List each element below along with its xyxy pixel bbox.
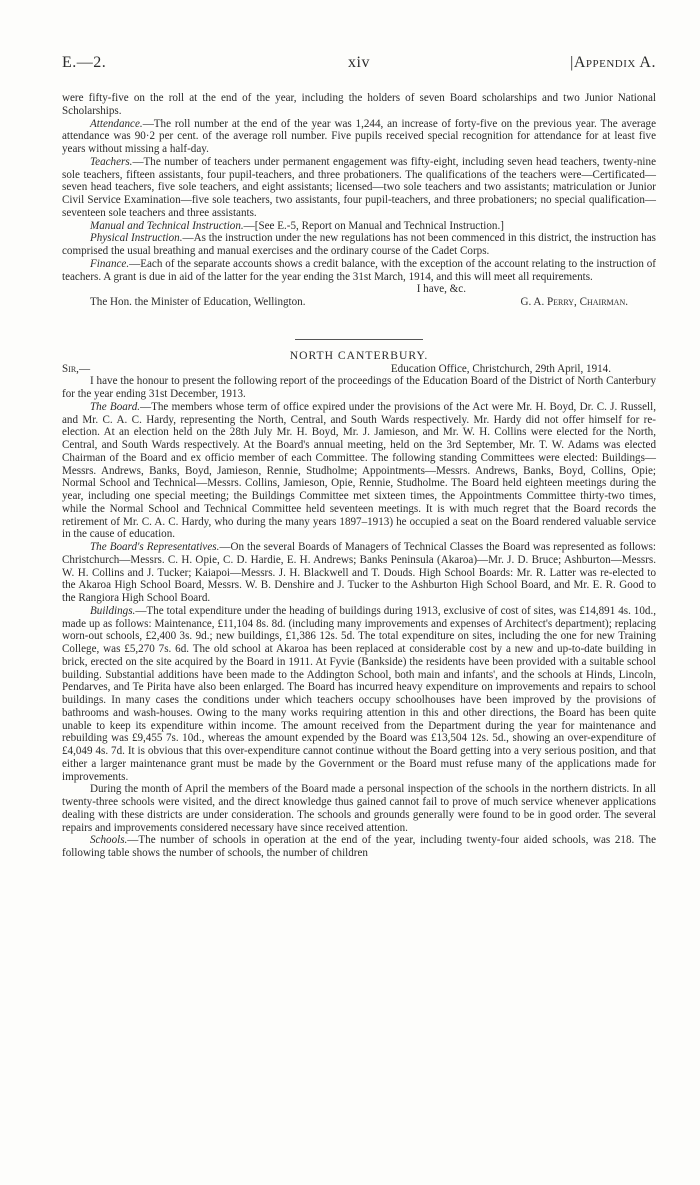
paragraph-buildings bbox=[62, 605, 656, 784]
board-text: —The members whose term of office expired under the provisions of the Act were Mr. H. Boyd, Dr. C. J. Russell, and Mr. C. A. C. Hardy, representing the North, Central, and South Wards respectively. Mr. Hardy did not offer himself for re-election. At an election held on the 28th July Mr. H. Boyd, Mr. J. Jamieson, and Mr. W. H. Collins were elected for the North, Central, and South Wards respectively. At the Board's annual meeting, held on the 3rd September, Mr. T. W. Adams was elected Chairman of the Board and ex officio member of each Committee. The following standing Committees were elected: Buildings—Messrs. Andrews, Banks, Boyd, Jamieson, Rennie, Studholme; Appointments—Messrs. Andrews, Banks, Boyd, Collins, Opie; Normal School and Technical—Messrs. Collins, Jamieson, Opie, Rennie, Studholme. The Board held eighteen meetings during the year, including one special meeting; the Buildings Committee met sixteen times, the Appointments Committee thirty-two times, while the Normal School and Technical Committee held seventeen meetings. It is with much regret that the Board records the retirement of Mr. C. A. C. Hardy, who during the many years 1897–1913) he occupied a seat on the Board rendered valuable service in the cause of education. bbox=[62, 400, 656, 541]
section-divider bbox=[295, 339, 423, 340]
paragraph-teachers bbox=[62, 156, 656, 220]
header-appendix: |Appendix A. bbox=[570, 54, 656, 71]
signature-line bbox=[62, 296, 656, 309]
physical-text: —As the instruction under the new regulations has not been commenced in this district, the instruction has comprised the usual breathing and manual exercises and the ordinary course of the Cadet Corps. bbox=[62, 232, 656, 257]
board-heading: The Board. bbox=[90, 400, 141, 413]
salutation: Sir,— bbox=[62, 362, 91, 375]
salutation-line bbox=[62, 363, 656, 376]
schools-heading: Schools. bbox=[90, 834, 128, 847]
header-page-number: xiv bbox=[348, 54, 370, 71]
manual-text: —[See E.-5, Report on Manual and Technical Instruction.] bbox=[243, 219, 504, 232]
teachers-heading: Teachers. bbox=[90, 155, 133, 168]
finance-heading: Finance. bbox=[90, 257, 130, 270]
finance-text: —Each of the separate accounts shows a credit balance, with the exception of the account relating to the instruction of teachers. A grant is due in aid of the latter for the year ending the 31st March, 1914, and this will meet all requirements. bbox=[62, 257, 656, 283]
paragraph-manual bbox=[62, 220, 656, 233]
reps-heading: The Board's Representatives. bbox=[90, 541, 220, 553]
physical-heading: Physical Instruction. bbox=[90, 232, 183, 245]
section-title: NORTH CANTERBURY. bbox=[289, 348, 429, 362]
office-address-date: Education Office, Christchurch, 29th April, 1914. bbox=[390, 362, 611, 375]
closing-i-have: I have, &c. bbox=[416, 283, 466, 296]
paragraph-scholarships: were fifty-five on the roll at the end of the year, including the holders of seven Board scholarships and two Junior National Scholarships. bbox=[62, 92, 656, 117]
paragraph-april-inspection: During the month of April the members of the Board made a personal inspection of the schools in the northern districts. In all twenty-three schools were visited, and the direct knowledge thus gained cannot fail to prove of much service whenever applications dealing with these districts are under consideration. The schools and grounds generally were found to be in good order. The several repairs and improvements considered necessary have since received attention. bbox=[62, 783, 656, 834]
reps-text: —On the several Boards of Managers of Technical Classes the Board was represented as follows: Christchurch—Messrs. C. H. Opie, C. D. Hardie, E. H. Andrews; Banks Peninsula (Akaroa)—Mr. J. D. Bruce; Ashburton—Messrs. W. H. Collins and J. Tucker; Kaiapoi—Messrs. J. H. Blackwell and T. Douds. High School Boards: Mr. R. Latter was re-elected to the Akaroa High School Board, Messrs. W. B. Denshire and J. Tucker to the Ashburton High School Board, and Mr. E. R. Good to the Rangiora High School Board. bbox=[62, 541, 657, 604]
buildings-heading: Buildings. bbox=[90, 604, 136, 617]
paragraph-representatives bbox=[62, 541, 656, 605]
signature: G. A. Perry, Chairman. bbox=[520, 296, 628, 308]
paragraph-attendance bbox=[62, 118, 656, 156]
manual-heading: Manual and Technical Instruction. bbox=[90, 219, 244, 232]
schools-text: —The number of schools in operation at the end of the year, including twenty-four aided schools, was 218. The following table shows the number of schools, the number of children bbox=[62, 834, 656, 859]
attendance-text: —The roll number at the end of the year was 1,244, an increase of forty-five on the previous year. The average attendance was 90·2 per cent. of the average roll number. Five pupils received special recognition for attendance for at least five years without missing a half-day. bbox=[62, 117, 656, 155]
addressee: The Hon. the Minister of Education, Wellington. bbox=[90, 296, 306, 308]
page-header bbox=[62, 54, 656, 78]
paragraph-finance bbox=[62, 258, 656, 284]
paragraph-board bbox=[62, 401, 656, 541]
buildings-text: —The total expenditure under the heading of buildings during 1913, exclusive of cost of sites, was £14,891 4s. 10d., made up as follows: Maintenance, £11,104 8s. 8d. (including many improvements and expenses of Architect's department); replacing worn-out schools, £2,400 3s. 9d.; new buildings, £1,386 12s. 5d. The total expenditure on sites, including the one for new Training College, was £5,270 7s. 6d. The old school at Akaroa has been replaced at considerable cost by a new and up-to-date building in brick, erected on the site acquired by the Board in 1911. At Fyvie (Bankside) the residents have been provided with a suitable school building. Substantial additions have been made to the Addington School, both main and infants', and the schools at Hinds, Lincoln, Pendarves, and Te Pirita have also been enlarged. The Board has incurred heavy expenditure on improvements and repairs to school buildings. In many cases the conditions under which teachers occupy schoolhouses have been improved by the provisions of bathrooms and wash-houses. Owing to the many works requiring attention in this and other directions, the Board has been quite unable to keep its expenditure within income. The amount received from the Department during the year for maintenance and rebuilding was £9,455 7s. 10d., whereas the amount expended by the Board was £13,504 12s. 5d., showing an over-expenditure of £4,049 4s. 7d. It is obvious that this over-expenditure cannot continue without the Board getting into a very serious position, and that either a larger maintenance grant must be made by the Government or the Board must refuse many of the applications made for improvements. bbox=[62, 604, 656, 783]
body-text bbox=[62, 92, 656, 860]
paragraph-physical bbox=[62, 232, 656, 258]
paragraph-intro: I have the honour to present the following report of the proceedings of the Education Board of the District of North Canterbury for the year ending 31st December, 1913. bbox=[62, 375, 656, 400]
attendance-heading: Attendance. bbox=[90, 117, 143, 130]
paragraph-schools bbox=[62, 834, 656, 860]
header-report-code: E.—2. bbox=[62, 54, 107, 71]
teachers-text: —The number of teachers under permanent engagement was fifty-eight, including seven head teachers, twenty-nine sole teachers, fifteen assistants, four pupil-teachers, and three probationers. The qualifications of the teachers were—Certificated—seven head teachers, five sole teachers, and eight assistants; licensed—two sole teachers and two assistants; matriculation or Junior Civil Service Examination—five sole teachers, two assistants, four pupil-teachers, and three probationers; no special qualification—seventeen sole teachers and three assistants. bbox=[62, 155, 656, 219]
